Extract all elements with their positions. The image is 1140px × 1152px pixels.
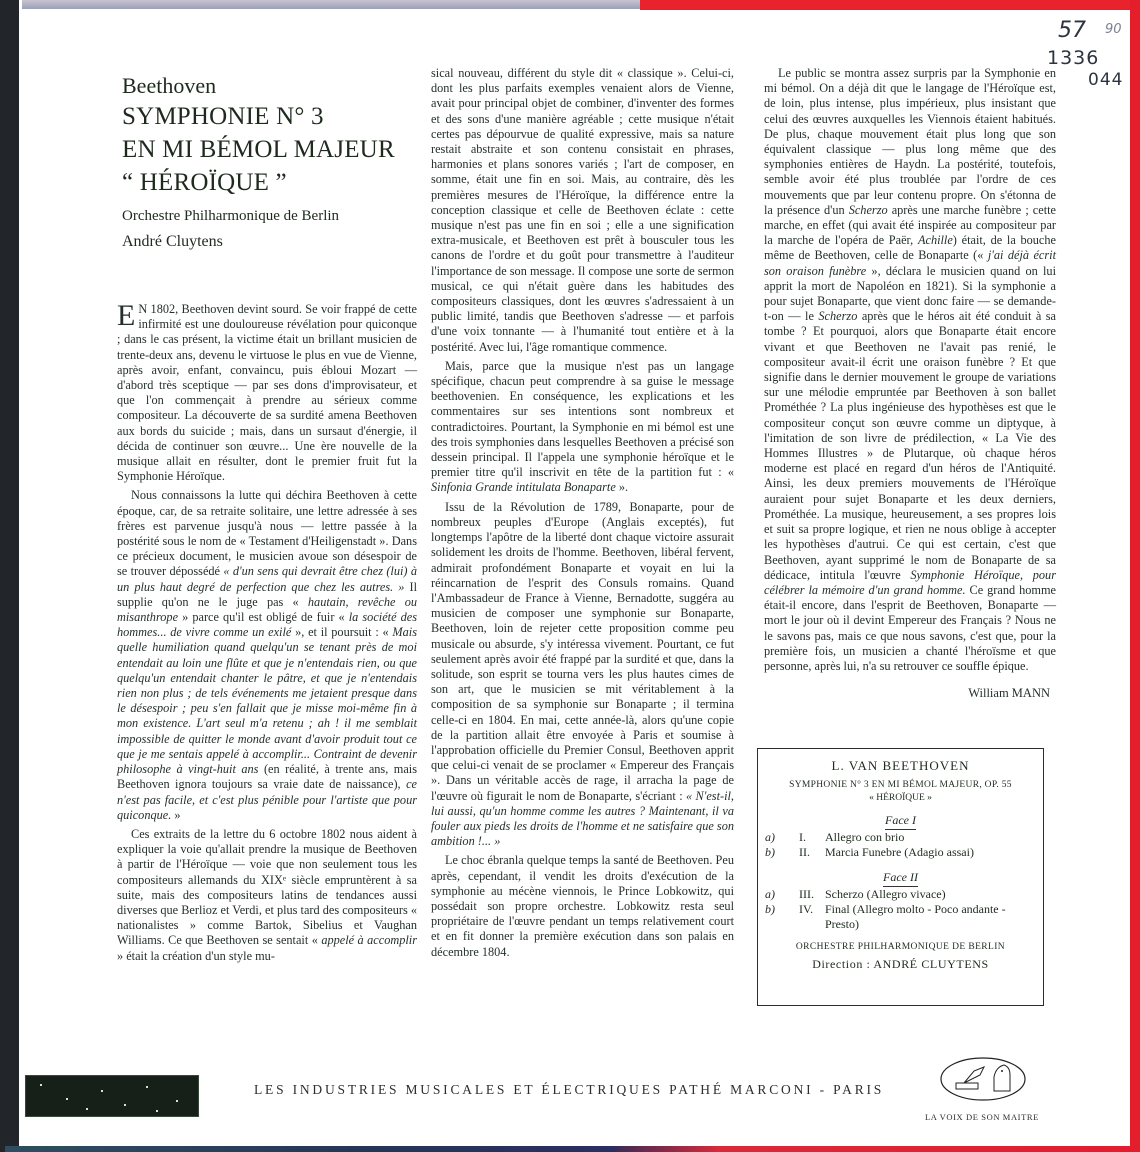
handwritten-number: 90	[1105, 22, 1122, 37]
paragraph-text: » était la création d'un style mu-	[117, 948, 275, 963]
tracklist-work: SYMPHONIE N° 3 EN MI BÉMOL MAJEUR, OP. 55	[789, 780, 1012, 790]
track-number: IV.	[799, 902, 814, 916]
track-number: III.	[799, 887, 814, 901]
paragraph-text: Issu de la Révolution de 1789, Bonaparte, pour de nombreux peuples d'Europe (Anglais exceptés), fut longtemps l'apôtre de la liberté dont chaque victoire assurait solidement les droits de l'homme. Beethoven, libéral fervent, admirait profondément Bonaparte et voyait en lui la réincarnation de l'esprit des Consuls romains. Quand l'Ambassadeur de France à Vienne, Bernadotte, suggéra au musicien de composer une symphonie sur Bonaparte, Beethoven, loin de rejeter cette proposition comme peu musicale ou absurde, s'y intéressa vivement. Pourtant, ce fut seulement après avoir été frappé par la surdité et que, dans la solitude, son esprit se tourna vers les plus hautes cimes de son art, que le musicien se mit véritablement à la composition de sa symphonie sur Bonaparte ; il termina celle-ci en 1804. En mai, cette année-là, alors qu'une copie de la partition allait être envoyée à Paris et soumise à l'approbation officielle du Premier Consul, Beethoven apprit que celui-ci venait de se proclamer « Empereur des Français ». Dans un véritable accès de rage, il arracha la page de l'œuvre où figurait le nom de Bonaparte, s'écriant :	[431, 499, 734, 803]
work-title-line: SYMPHONIE N° 3	[122, 103, 324, 130]
paragraph-text: Il supplie qu'on ne le juge pas «	[117, 579, 417, 609]
publisher-line: LES INDUSTRIES MUSICALES ET ÉLECTRIQUES PATHÉ MARCONI - PARIS	[254, 1082, 885, 1097]
author-signature: William MANN	[968, 686, 1050, 701]
track-title: Final (Allegro molto - Poco andante - Presto)	[825, 902, 1006, 931]
quote-text: Scherzo	[848, 202, 888, 217]
track-title: Allegro con brio	[825, 830, 905, 844]
paragraph-text: après que le héros ait été conduit à sa tombe ? Et pourquoi, alors que Bonaparte était encore vivant et que Beethoven ne l'avait pas renié, le compositeur avait-il écrit une oraison funèbre ? Et que signifie dans le dernier mouvement le groupe de variations sur une mélodie empruntée par Beethoven à son ballet Prométhée ? La plus ingénieuse des hypothèses est que le compositeur conçut son œuvre comme un diptyque, à l'imitation de son livre de prédilection, « La Vie des Hommes Illustres » de Plutarque, où chaque héros moderne est placé en regard d'un héros de l'Antiquité. Ainsi, les deux premiers mouvements de l'Héroïque auraient pour sujet Bonaparte et les deux derniers, Prométhée. La musique, heureusement, a ses propres lois et suit sa propre logique, et rien ne nous oblige à accepter les hypothèses d'autrui. Ce qui est certain, c'est que Beethoven, ayant supprimé le nom de Bonaparte de sa dédicace, intitula l'œuvre	[764, 309, 1057, 582]
quote-text: Sinfonia Grande intitulata Bonaparte	[431, 480, 616, 495]
conductor-name: André Cluytens	[122, 233, 223, 250]
composer-name: Beethoven	[122, 73, 217, 98]
paragraph	[431, 500, 734, 850]
paragraph-text: Ce grand homme était-il encore, dans l'esprit de Beethoven, Bonaparte — mort le jour où il devint Empereur des Français ? Nous ne le savons pas, mais ce que nous savons, c'est que, pour la première fois, un musicien a chanté l'héroïsme et que personne, après lui, n'a su retrouver ce souffle épique.	[764, 582, 1057, 673]
title-block	[122, 72, 422, 255]
quote-text: j'ai déjà écrit son oraison funèbre	[764, 248, 1057, 278]
handwritten-number: 044	[1088, 70, 1124, 90]
track-letter: a)	[765, 830, 775, 844]
sleeve-edge-top-right	[640, 0, 1140, 10]
paragraph: Le choc ébranla quelque temps la santé de Beethoven. Peu après, cependant, il vendit les droits d'exécution de la symphonie au mécène viennois, le Prince Lobkowitz, qui possédait son propre orchestre. Lobkowitz resta seul propriétaire de l'œuvre pendant un temps relativement court et en fit donner la première exécution dans son palais en décembre 1804.	[431, 853, 734, 959]
tracklist-composer: L. VAN BEETHOVEN	[831, 758, 970, 773]
paragraph-text: » parce qu'il est obligé de fuir «	[178, 610, 349, 625]
sleeve-edge-bottom-right	[615, 1146, 1140, 1152]
tracklist-orchestra: ORCHESTRE PHILHARMONIQUE DE BERLIN	[795, 942, 1006, 952]
paragraph	[764, 66, 1056, 674]
handwritten-number: 57	[1058, 18, 1086, 43]
track-letter: b)	[765, 902, 775, 916]
handwritten-number: 1336	[1047, 47, 1100, 69]
paragraph: sical nouveau, différent du style dit « classique ». Celui-ci, dont les plus parfaits exemples venaient alors de Vienne, avait pour principal objet de combiner, d'inventer des formes et des sons d'une manière agréable ; cette musique n'était certes pas dépourvue de qualité expressive, mais sa nature restait abstraite et son contenu consistait en phrases, harmonies et plans sonores variés ; l'art de composer, en somme, était une fin en soi. Mais, au contraire, dès les premières mesures de l'Héroïque, la différence entre la conception classique et celle de Beethoven éclate : cette musique n'est pas une fin en soi ; elle a une signification extra-musicale, et Beethoven est prêt à bousculer tous les canons de l'ordre et du goût pour transmettre à l'auditeur l'importance de son message. Il compose une sorte de sermon musical, ce qui n'était guère dans les habitudes des compositeurs classiques, dont les œuvres s'adressaient à un public limité, tandis que Beethoven s'adresse — et parfois d'une voix tonnante — à l'humanité tout entière et à la postérité. Avec lui, l'âge romantique commence.	[431, 66, 734, 354]
quote-text: « d'un sens qui devrait être chez (lui) à un plus haut degré de perfection que chez les autres. »	[117, 564, 418, 594]
paragraph-text: Nous connaissons la lutte qui déchira Beethoven à cette époque, car, de sa retraite solitaire, une lettre adressée à ses frères est parvenue jusqu'à nous — lettre passée à la postérité sous le nom de « Testament d'Heiligenstadt ». Dans ce précieux document, le musicien avoue son désespoir de se trouver dépossédé	[117, 488, 417, 579]
track-row	[763, 830, 1038, 845]
notes-column-1	[117, 299, 418, 968]
track-number: I.	[799, 830, 806, 844]
quote-text: « N'est-il, lui aussi, qu'un homme comme les autres ? Maintenant, il va fouler aux pieds les droits de l'homme et ne satisfaire que son ambition !... »	[431, 788, 734, 849]
paragraph	[117, 488, 417, 822]
work-title-line: EN MI BÉMOL MAJEUR	[122, 136, 395, 163]
track-letter: a)	[765, 887, 775, 901]
paragraph	[431, 359, 734, 496]
notes-column-2	[431, 66, 734, 964]
paragraph-text: N 1802, Beethoven devint sourd. Se voir frappé de cette infirmité est une douloureuse révélation pour quiconque ; dans le cas présent, la victime était un brillant musicien de trente-deux ans, devenu le virtuose le plus en vue de Vienne, après avoir, enfant, convaincu, puis ébloui Mozart — d'abord très sceptique — par ses dons d'improvisateur, et que l'on commençait à prendre au sérieux comme compositeur. La découverte de sa surdité amena Beethoven aux bords du suicide ; mais, dans un sursaut d'énergie, il décida de continuer son œuvre... Une ère nouvelle de la musique allait en résulter, dont le premier fruit fut la Symphonie Héroïque.	[117, 302, 417, 484]
paragraph-text: », déclara le musicien quand on lui apprit la mort de Napoléon en 1821). Si la symphonie a pour sujet Bonaparte, que vient donc faire — se demande-t-on — le	[764, 263, 1056, 324]
paragraph	[117, 299, 417, 484]
track-row	[763, 845, 1038, 860]
notes-column-3	[764, 66, 1056, 701]
paragraph-text: », et il poursuit : «	[291, 625, 393, 640]
paragraph-text: après une marche funèbre ; cette marche, en effet (qui avait été inspirée au compositeur par la marche de l'opéra de Paër,	[764, 202, 1056, 248]
track-title: Marcia Funebre (Adagio assai)	[825, 845, 974, 859]
logo-caption: LA VOIX DE SON MAITRE	[925, 1112, 1039, 1122]
quote-text: Mais quelle humiliation quand quelqu'un se tenant près de moi entendait au loin une flûte et que je n'entendais rien, ou que quelqu'un entendait chanter le pâtre, et que je n'entendais rien non plus ; de tels événements me jetaient presque dans le désespoir ; peu s'en fallait que je misse moi-même fin à mon existence. L'art seul m'a retenu ; ah ! il me semblait impossible de quitter le monde avant d'avoir produit tout ce que je me sentais appelé à accomplir... Contraint de devenir philosophe à vingt-huit ans	[117, 625, 418, 777]
tracklist-nickname: « HÉROÏQUE »	[869, 793, 932, 803]
quote-text: hautain, revêche ou misanthrope	[117, 594, 417, 625]
work-nickname: “ HÉROÏQUE ”	[122, 169, 287, 196]
track-number: II.	[799, 845, 810, 859]
quote-text: Symphonie Héroïque, pour célébrer la mémoire d'un grand homme.	[764, 567, 1056, 597]
track-letter: b)	[765, 845, 775, 859]
paragraph-text: (en réalité, à trente ans, mais Beethoven ignora toujours sa vraie date de naissance),	[117, 762, 417, 792]
track-title: Scherzo (Allegro vivace)	[825, 887, 946, 901]
quote-text: Scherzo	[818, 309, 858, 324]
dropcap: E	[117, 299, 136, 332]
sleeve-edge-right	[1130, 0, 1140, 1152]
side-label: Face II	[883, 870, 918, 887]
track-row	[763, 902, 1038, 932]
tracklist-direction: Direction : ANDRÉ CLUYTENS	[812, 957, 989, 971]
side-label: Face I	[885, 813, 916, 830]
quote-text: ce n'est pas facile, et c'est plus pénible pour l'artiste que pour quiconque.	[117, 777, 417, 822]
quote-text: Achille	[917, 233, 953, 248]
black-label-panel	[25, 1075, 199, 1117]
paragraph-text: ) était, de la bouche même de Beethoven, celle de Bonaparte («	[764, 233, 1056, 263]
paragraph-text: »	[171, 807, 181, 822]
sleeve-edge-top-left	[22, 0, 640, 9]
paragraph-text: Ces extraits de la lettre du 6 octobre 1802 nous aident à expliquer la voie qu'allait prendre la musique de Beethoven à partir de l'Héroïque — voie que non seulement tous les compositeurs allemands du XIXᵉ siècle empruntèrent à sa suite, mais des compositeurs latins de tendances aussi diverses que Berlioz et Verdi, et plus tard des compositeurs « nationalistes » comme Bartok, Sibelius et Vaughan Williams. Ce que Beethoven se sentait «	[117, 826, 417, 948]
quote-text: appelé à accomplir	[321, 933, 417, 948]
paragraph-text: Mais, parce que la musique n'est pas un langage spécifique, chacun peut comprendre à sa guise le message beethovenien. En conséquence, les explications et les commentaires sur ses intentions sont nombreux et contradictoires. Pourtant, la Symphonie en mi bémol est une des trois symphonies dans lesquelles Beethoven a précisé son dessein principal. Il l'appela une symphonie héroïque et le premier titre qu'il inscrivit en tête de la partition fut : «	[431, 358, 734, 480]
paragraph-text: ».	[615, 480, 629, 495]
his-masters-voice-logo-icon	[938, 1055, 1028, 1103]
paragraph	[117, 827, 417, 964]
orchestra-name: Orchestre Philharmonique de Berlin	[122, 208, 340, 224]
sleeve-edge-bottom-left	[5, 1146, 615, 1152]
track-row	[763, 887, 1038, 902]
quote-text: la société des hommes... de vivre comme un exilé	[117, 610, 418, 640]
sleeve-edge-left	[0, 0, 19, 1152]
paragraph-text: Le public se montra assez surpris par la Symphonie en mi bémol. On a déjà dit que le langage de l'Héroïque est, de loin, plus intense, plus impérieux, plus insistant que celui des œuvres auxquelles les Viennois étaient habitués. De plus, chaque mouvement était plus long que son équivalent classique — plus long même que des symphonies entières de Haydn. La postérité, toutefois, semble avoir été plus troublée par l'ordre de ces mouvements que par leur contenu propre. On s'étonna de la présence d'un	[764, 66, 1056, 217]
tracklist	[757, 748, 1044, 982]
